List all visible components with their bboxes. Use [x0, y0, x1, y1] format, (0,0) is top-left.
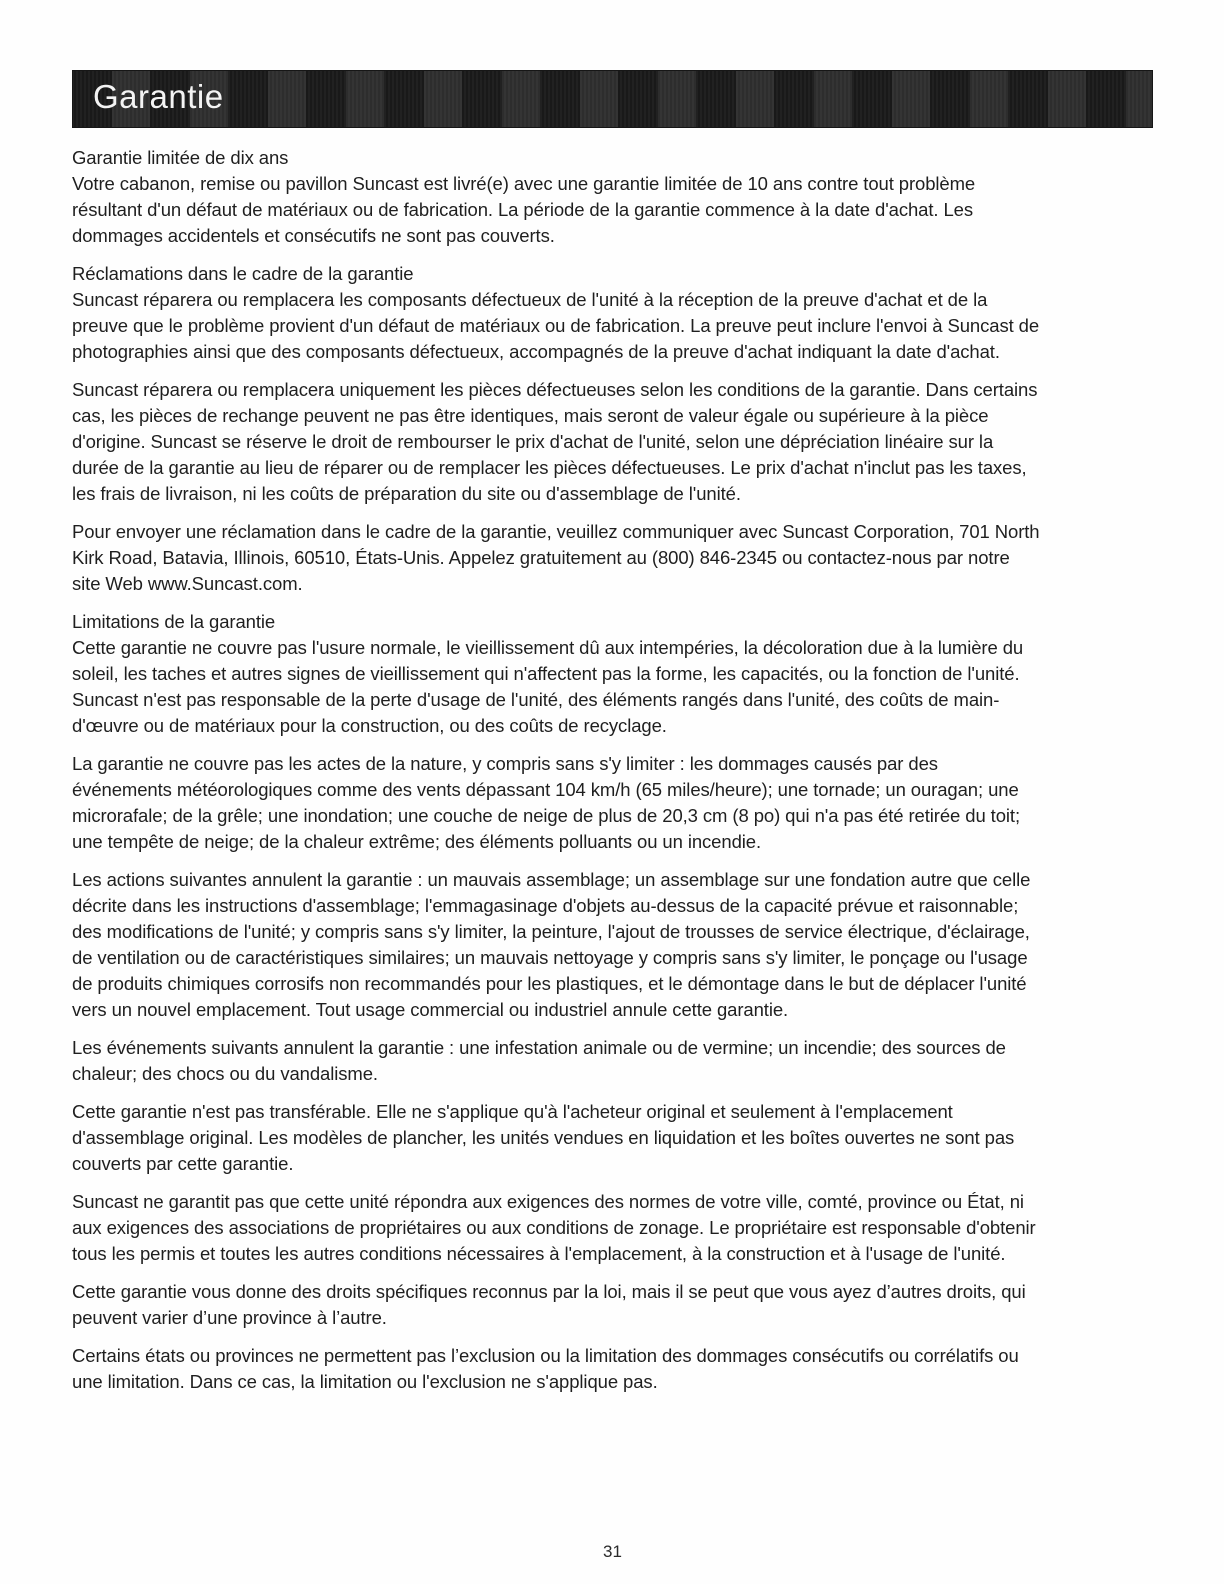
paragraph-text: Suncast réparera ou remplacera uniquement les pièces défectueuses selon les conditions de la garantie. Dans certains cas, les pièces de rechange peuvent ne pas être identiques, mais seront de valeur égale ou supérieure à la pièce d'origine. Suncast se réserve le droit de rembourser le prix d'achat de l'unité, selon une dépréciation linéaire sur la durée de la garantie au lieu de réparer ou de remplacer les pièces défectueuses. Le prix d'achat n'inclut pas les taxes, les frais de livraison, ni les coûts de préparation du site ou d'assemblage de l'unité. — [72, 379, 1038, 504]
paragraph — [72, 867, 1040, 1023]
paragraph-text: Suncast réparera ou remplacera les composants défectueux de l'unité à la réception de la preuve d'achat et de la preuve que le problème provient d'un défaut de matériaux ou de fabrication. La preuve peut inclure l'envoi à Suncast de photographies ainsi que des composants défectueux, accompagnés de la preuve d'achat indiquant la date d'achat. — [72, 289, 1040, 362]
paragraph-text: Certains états ou provinces ne permettent pas l’exclusion ou la limitation des dommages consécutifs ou corrélatifs ou une limitation. Dans ce cas, la limitation ou l'exclusion ne s'applique pas. — [72, 1345, 1019, 1392]
paragraph-text: Pour envoyer une réclamation dans le cadre de la garantie, veuillez communiquer avec Suncast Corporation, 701 North Kirk Road, Batavia, Illinois, 60510, États-Unis. Appelez gratuitement au (800) 846-2345 ou contactez-nous par notre site Web www.Suncast.com. — [72, 521, 1040, 594]
warranty-text-column — [72, 145, 1040, 1395]
paragraph — [72, 1035, 1040, 1087]
paragraph-text: Les événements suivants annulent la garantie : une infestation animale ou de vermine; un incendie; des sources de chaleur; des chocs ou du vandalisme. — [72, 1037, 1006, 1084]
paragraph — [72, 1099, 1040, 1177]
paragraph-text: Cette garantie vous donne des droits spécifiques reconnus par la loi, mais il se peut que vous ayez d’autres droits, qui peuvent varier d’une province à l’autre. — [72, 1281, 1026, 1328]
paragraph — [72, 1189, 1040, 1267]
paragraph — [72, 377, 1040, 507]
paragraph — [72, 519, 1040, 597]
section-heading: Réclamations dans le cadre de la garantie — [72, 263, 414, 284]
section-heading: Limitations de la garantie — [72, 611, 276, 632]
paragraph-text: Les actions suivantes annulent la garantie : un mauvais assemblage; un assemblage sur une fondation autre que celle décrite dans les instructions d'assemblage; l'emmagasinage d'objets au-dessus de la capacité prévue et raisonnable; des modifications de l'unité; y compris sans s'y limiter, la peinture, l'ajout de trousses de service électrique, d'éclairage, de ventilation ou de caractéristiques similaires; un mauvais nettoyage y compris sans s'y limiter, le ponçage ou l'usage de produits chimiques corrosifs non recommandés pour les plastiques, et le démontage dans le but de déplacer l'unité vers un nouvel emplacement. Tout usage commercial ou industriel annule cette garantie. — [72, 869, 1031, 1020]
section-title-bar — [72, 70, 1153, 128]
paragraph — [72, 145, 1040, 249]
paragraph — [72, 261, 1040, 365]
page-number: 31 — [603, 1542, 622, 1561]
page-title: Garantie — [93, 78, 224, 115]
paragraph-text: Cette garantie n'est pas transférable. Elle ne s'applique qu'à l'acheteur original et seulement à l'emplacement d'assemblage original. Les modèles de plancher, les unités vendues en liquidation et les boîtes ouvertes ne sont pas couverts par cette garantie. — [72, 1101, 1015, 1174]
section-heading: Garantie limitée de dix ans — [72, 147, 289, 168]
paragraph — [72, 1343, 1040, 1395]
paragraph-text: Cette garantie ne couvre pas l'usure normale, le vieillissement dû aux intempéries, la décoloration due à la lumière du soleil, les taches et autres signes de vieillissement qui n'affectent pas la forme, les capacités, ou la fonction de l'unité. Suncast n'est pas responsable de la perte d'usage de l'unité, des éléments rangés dans l'unité, des coûts de main-d'œuvre ou de matériaux pour la construction, ou des coûts de recyclage. — [72, 637, 1024, 736]
paragraph — [72, 1279, 1040, 1331]
paragraph-text: La garantie ne couvre pas les actes de la nature, y compris sans s'y limiter : les dommages causés par des événements météorologiques comme des vents dépassant 104 km/h (65 miles/heure); une tornade; un ouragan; une microrafale; de la grêle; une inondation; une couche de neige de plus de 20,3 cm (8 po) qui n'a pas été retirée du toit; une tempête de neige; de la chaleur extrême; des éléments polluants ou un incendie. — [72, 753, 1020, 852]
paragraph-text: Suncast ne garantit pas que cette unité répondra aux exigences des normes de votre ville, comté, province ou État, ni aux exigences des associations de propriétaires ou aux conditions de zonage. Le propriétaire est responsable d'obtenir tous les permis et toutes les autres conditions nécessaires à l'emplacement, à la construction et à l'usage de l'unité. — [72, 1191, 1036, 1264]
paragraph — [72, 751, 1040, 855]
paragraph-text: Votre cabanon, remise ou pavillon Suncast est livré(e) avec une garantie limitée de 10 ans contre tout problème résultant d'un défaut de matériaux ou de fabrication. La période de la garantie commence à la date d'achat. Les dommages accidentels et consécutifs ne sont pas couverts. — [72, 173, 976, 246]
paragraph — [72, 609, 1040, 739]
